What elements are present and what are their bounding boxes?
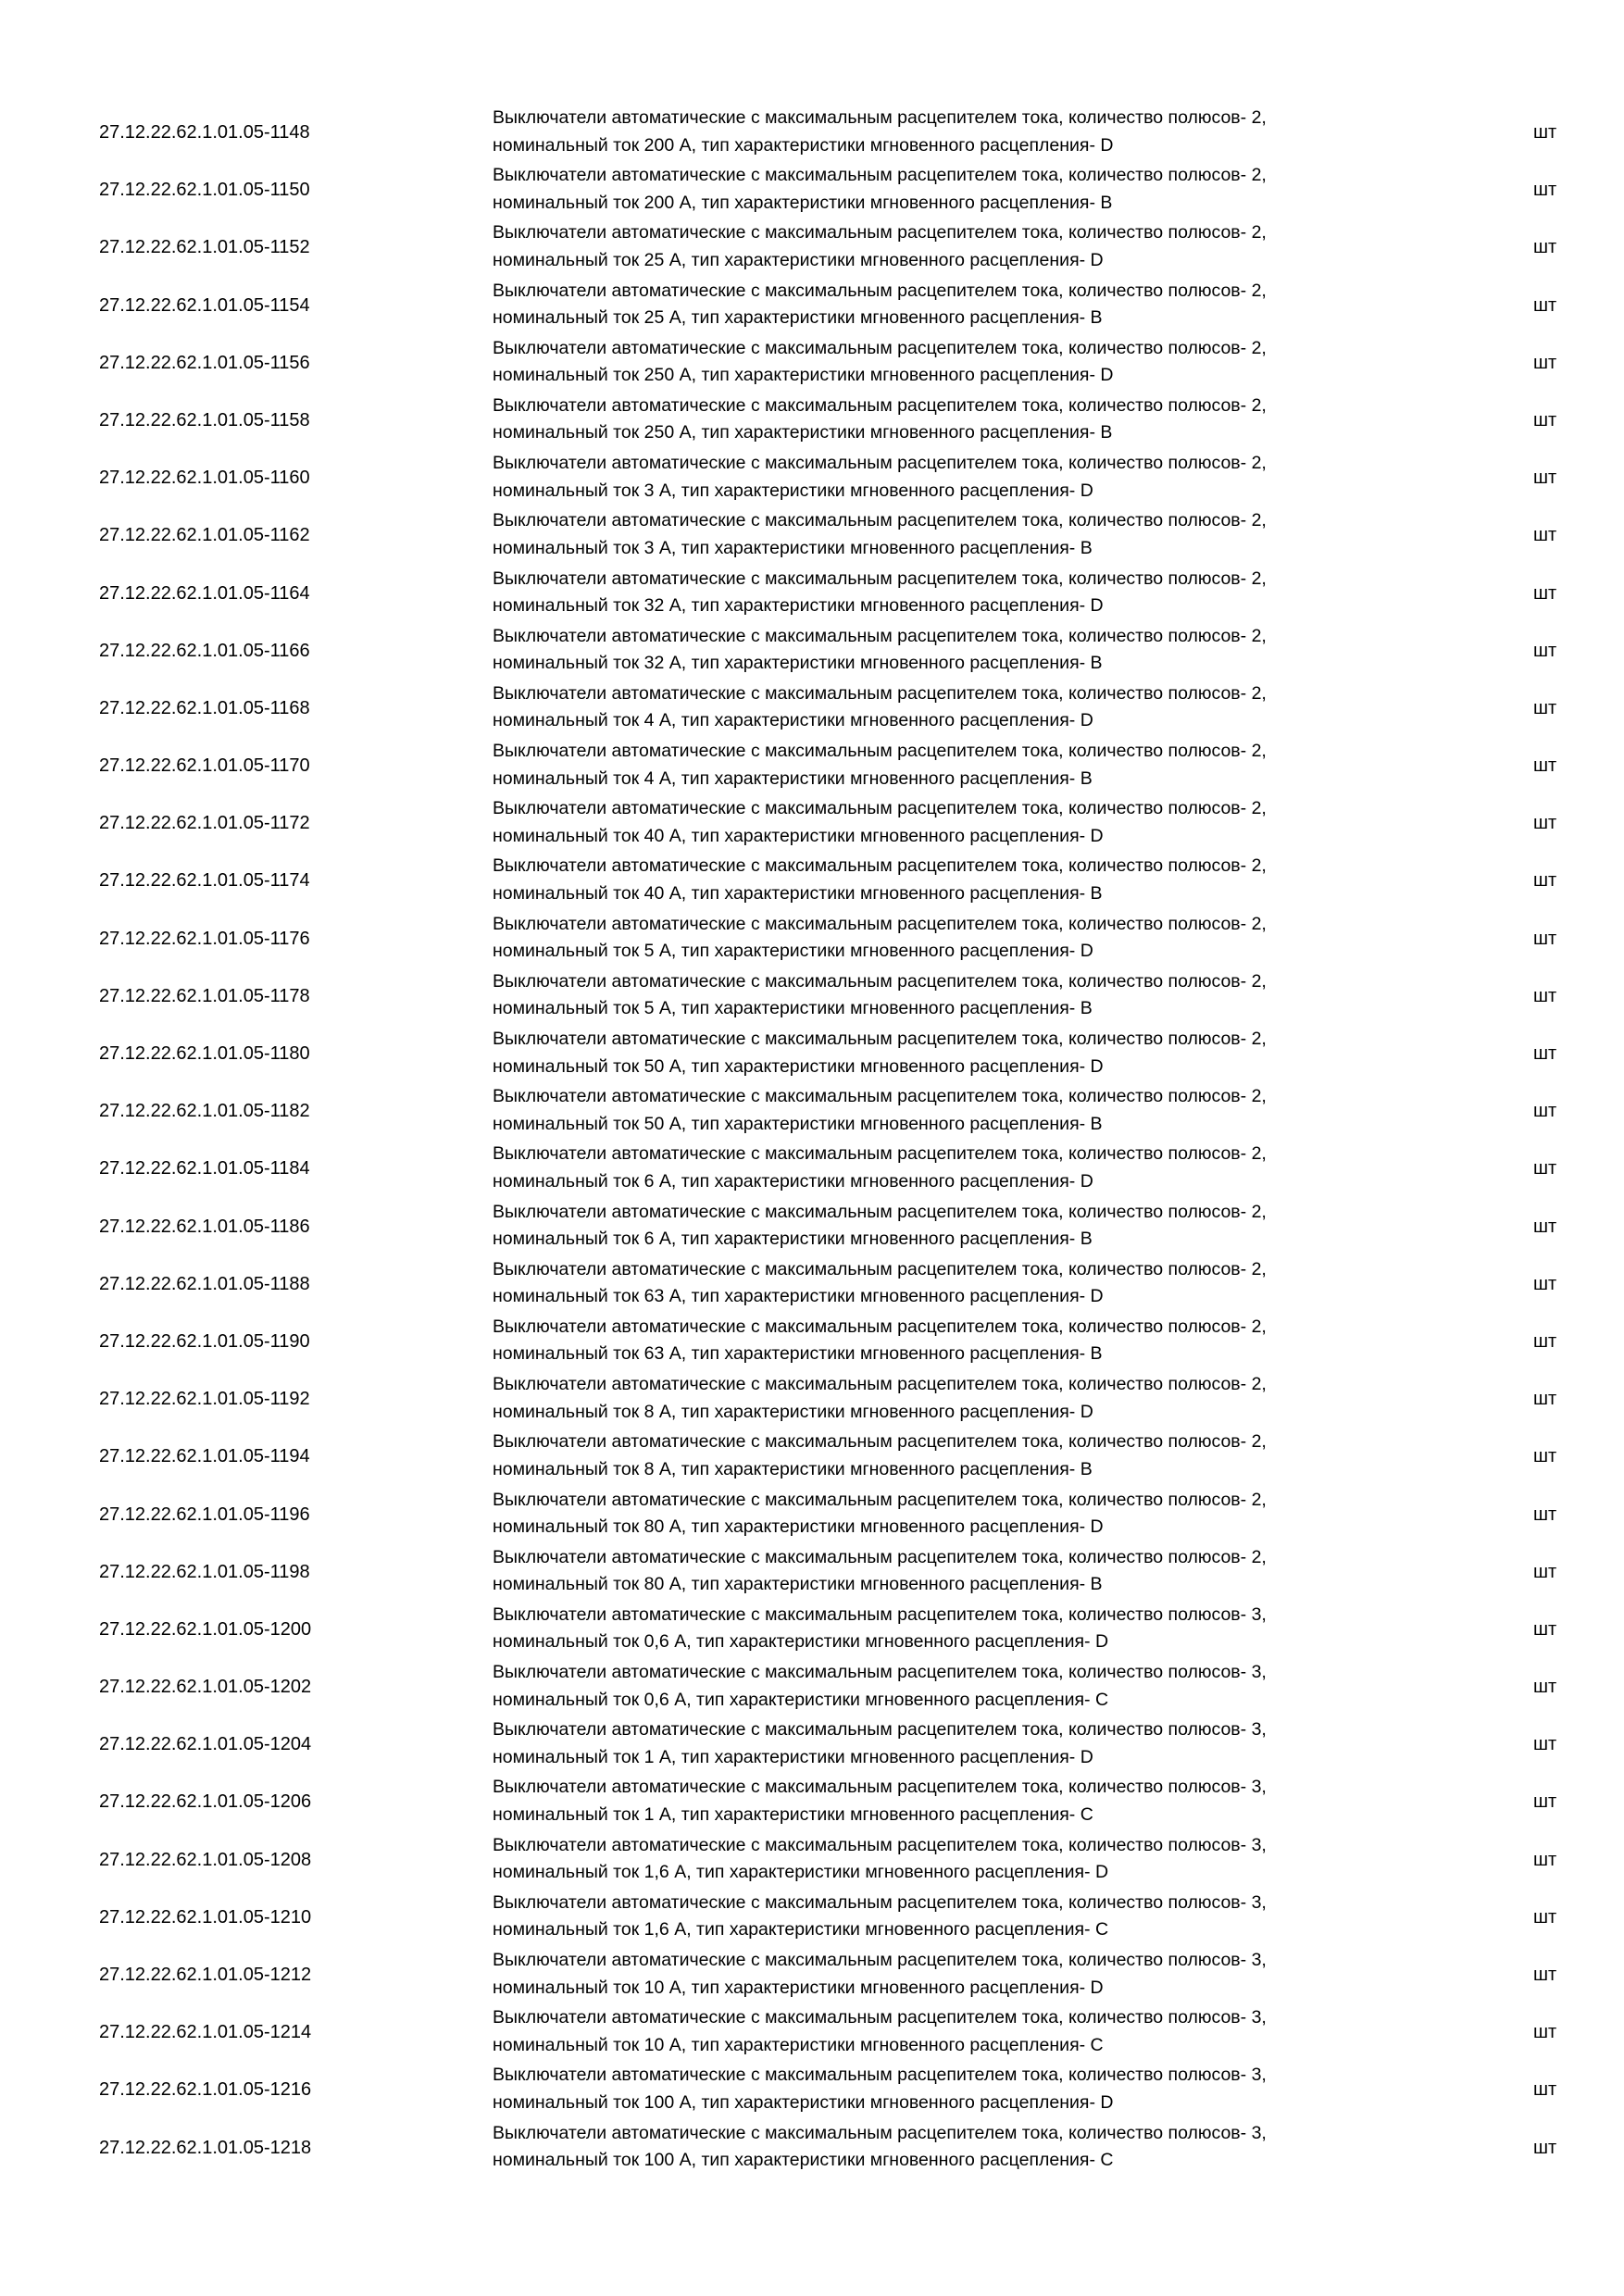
item-code: 27.12.22.62.1.01.05-1148 [99, 122, 310, 143]
table-row [0, 1831, 1624, 1889]
table-row [0, 1773, 1624, 1830]
description-line-2: номинальный ток 100 А, тип характеристики мгновенного расцепления- C [493, 2150, 1114, 2171]
unit-of-measure: шт [1533, 1849, 1557, 1870]
item-description [493, 1716, 1418, 1771]
description-line-1: Выключатели автоматические с максимальным расцепителем тока, количество полюсов- 2, [493, 337, 1267, 358]
item-description [493, 680, 1418, 735]
description-line-1: Выключатели автоматические с максимальным расцепителем тока, количество полюсов- 2, [493, 1374, 1267, 1395]
item-code: 27.12.22.62.1.01.05-1192 [99, 1389, 310, 1410]
unit-of-measure: шт [1533, 697, 1557, 718]
item-description [493, 1544, 1418, 1599]
item-description [493, 1832, 1418, 1887]
unit-of-measure: шт [1533, 985, 1557, 1006]
unit-of-measure: шт [1533, 1330, 1557, 1352]
item-code: 27.12.22.62.1.01.05-1194 [99, 1446, 310, 1467]
description-line-1: Выключатели автоматические с максимальным расцепителем тока, количество полюсов- 2, [493, 682, 1267, 704]
table-row [0, 1486, 1624, 1543]
item-description [493, 278, 1418, 332]
item-description [493, 853, 1418, 907]
unit-of-measure: шт [1533, 2137, 1557, 2158]
unit-of-measure: шт [1533, 1389, 1557, 1410]
item-description [493, 738, 1418, 792]
item-description [493, 1429, 1418, 1483]
description-line-1: Выключатели автоматические с максимальным расцепителем тока, количество полюсов- 2, [493, 568, 1267, 589]
item-description [493, 1141, 1418, 1195]
item-description [493, 566, 1418, 620]
item-description [493, 968, 1418, 1023]
description-line-1: Выключатели автоматические с максимальным расцепителем тока, количество полюсов- 2, [493, 913, 1267, 934]
item-code: 27.12.22.62.1.01.05-1190 [99, 1330, 310, 1352]
description-line-2: номинальный ток 8 А, тип характеристики мгновенного расцепления- B [493, 1458, 1093, 1479]
description-line-1: Выключатели автоматические с максимальным расцепителем тока, количество полюсов- 2, [493, 798, 1267, 819]
item-code: 27.12.22.62.1.01.05-1218 [99, 2137, 312, 2158]
description-line-1: Выключатели автоматические с максимальным расцепителем тока, количество полюсов- 2, [493, 1546, 1267, 1567]
description-line-2: номинальный ток 200 А, тип характеристики мгновенного расцепления- D [493, 134, 1114, 156]
description-line-2: номинальный ток 1 А, тип характеристики мгновенного расцепления- D [493, 1746, 1093, 1767]
item-code: 27.12.22.62.1.01.05-1180 [99, 1043, 310, 1064]
description-line-1: Выключатели автоматические с максимальным расцепителем тока, количество полюсов- 2, [493, 1489, 1267, 1510]
item-code: 27.12.22.62.1.01.05-1174 [99, 870, 310, 892]
description-line-1: Выключатели автоматические с максимальным расцепителем тока, количество полюсов- 2, [493, 1029, 1267, 1049]
item-description [493, 1774, 1418, 1828]
item-code: 27.12.22.62.1.01.05-1206 [99, 1791, 312, 1813]
table-row [0, 218, 1624, 276]
item-code: 27.12.22.62.1.01.05-1186 [99, 1216, 310, 1237]
description-line-2: номинальный ток 25 А, тип характеристики мгновенного расцепления- B [493, 307, 1103, 329]
item-code: 27.12.22.62.1.01.05-1166 [99, 640, 310, 661]
item-code: 27.12.22.62.1.01.05-1156 [99, 352, 310, 373]
unit-of-measure: шт [1533, 640, 1557, 661]
item-code: 27.12.22.62.1.01.05-1208 [99, 1849, 312, 1870]
item-description [493, 1890, 1418, 1944]
item-description [493, 219, 1418, 274]
table-row [0, 794, 1624, 852]
unit-of-measure: шт [1533, 813, 1557, 834]
unit-of-measure: шт [1533, 468, 1557, 489]
item-description [493, 1314, 1418, 1368]
description-line-2: номинальный ток 8 А, тип характеристики мгновенного расцепления- D [493, 1401, 1093, 1422]
item-description [493, 335, 1418, 390]
table-row [0, 392, 1624, 449]
table-row [0, 737, 1624, 794]
table-row [0, 1370, 1624, 1428]
table-row [0, 1543, 1624, 1601]
description-line-2: номинальный ток 1,6 А, тип характеристики мгновенного расцепления- C [493, 1919, 1109, 1940]
price-list-table [0, 104, 1624, 2177]
description-line-2: номинальный ток 80 А, тип характеристики мгновенного расцепления- D [493, 1516, 1104, 1537]
unit-of-measure: шт [1533, 870, 1557, 892]
description-line-1: Выключатели автоматические с максимальным расцепителем тока, количество полюсов- 2, [493, 1143, 1267, 1165]
description-line-1: Выключатели автоматические с максимальным расцепителем тока, количество полюсов- 2, [493, 1316, 1267, 1337]
description-line-2: номинальный ток 10 А, тип характеристики мгновенного расцепления- D [493, 1977, 1104, 1998]
table-row [0, 1428, 1624, 1485]
item-description [493, 1026, 1418, 1080]
description-line-2: номинальный ток 5 А, тип характеристики мгновенного расцепления- D [493, 941, 1093, 962]
item-code: 27.12.22.62.1.01.05-1158 [99, 409, 310, 430]
description-line-2: номинальный ток 250 А, тип характеристики мгновенного расцепления- D [493, 365, 1114, 386]
unit-of-measure: шт [1533, 1273, 1557, 1294]
item-code: 27.12.22.62.1.01.05-1202 [99, 1677, 312, 1698]
description-line-1: Выключатели автоматические с максимальным расцепителем тока, количество полюсов- 2, [493, 453, 1267, 474]
item-description [493, 162, 1418, 217]
table-row [0, 1255, 1624, 1313]
description-line-2: номинальный ток 6 А, тип характеристики мгновенного расцепления- B [493, 1229, 1093, 1250]
description-line-1: Выключатели автоматические с максимальным расцепителем тока, количество полюсов- 2, [493, 107, 1267, 128]
unit-of-measure: шт [1533, 755, 1557, 777]
unit-of-measure: шт [1533, 409, 1557, 430]
item-description [493, 105, 1418, 159]
description-line-1: Выключатели автоматические с максимальным расцепителем тока, количество полюсов- 2, [493, 855, 1267, 877]
description-line-2: номинальный ток 40 А, тип характеристики мгновенного расцепления- D [493, 825, 1104, 846]
description-line-1: Выключатели автоматические с максимальным расцепителем тока, количество полюсов- 3, [493, 2007, 1267, 2028]
item-code: 27.12.22.62.1.01.05-1150 [99, 180, 310, 201]
description-line-2: номинальный ток 0,6 А, тип характеристики мгновенного расцепления- C [493, 1689, 1109, 1710]
item-code: 27.12.22.62.1.01.05-1210 [99, 1906, 312, 1928]
table-row [0, 1946, 1624, 2003]
item-description [493, 1371, 1418, 1426]
unit-of-measure: шт [1533, 1446, 1557, 1467]
item-code: 27.12.22.62.1.01.05-1182 [99, 1101, 310, 1122]
description-line-1: Выключатели автоматические с максимальным расцепителем тока, количество полюсов- 3, [493, 2065, 1267, 2086]
item-description [493, 1602, 1418, 1656]
unit-of-measure: шт [1533, 1965, 1557, 1985]
table-row [0, 2003, 1624, 2061]
table-row [0, 852, 1624, 909]
item-description [493, 2062, 1418, 2116]
item-code: 27.12.22.62.1.01.05-1160 [99, 468, 310, 489]
item-code: 27.12.22.62.1.01.05-1164 [99, 582, 310, 604]
description-line-2: номинальный ток 80 А, тип характеристики мгновенного расцепления- B [493, 1574, 1103, 1595]
item-description [493, 393, 1418, 447]
description-line-1: Выключатели автоматические с максимальным расцепителем тока, количество полюсов- 3, [493, 1603, 1267, 1625]
description-line-2: номинальный ток 25 А, тип характеристики мгновенного расцепления- D [493, 249, 1104, 270]
description-line-2: номинальный ток 10 А, тип характеристики мгновенного расцепления- C [493, 2034, 1104, 2055]
unit-of-measure: шт [1533, 1561, 1557, 1582]
description-line-1: Выключатели автоматические с максимальным расцепителем тока, количество полюсов- 3, [493, 1719, 1267, 1741]
unit-of-measure: шт [1533, 1791, 1557, 1813]
description-line-1: Выключатели автоматические с максимальным расцепителем тока, количество полюсов- 3, [493, 1950, 1267, 1970]
description-line-2: номинальный ток 6 А, тип характеристики мгновенного расцепления- D [493, 1170, 1093, 1192]
item-code: 27.12.22.62.1.01.05-1204 [99, 1734, 312, 1755]
description-line-1: Выключатели автоматические с максимальным расцепителем тока, количество полюсов- 2, [493, 510, 1267, 531]
item-code: 27.12.22.62.1.01.05-1178 [99, 985, 310, 1006]
description-line-1: Выключатели автоматические с максимальным расцепителем тока, количество полюсов- 2, [493, 222, 1267, 243]
description-line-2: номинальный ток 200 А, тип характеристики мгновенного расцепления- B [493, 192, 1113, 213]
unit-of-measure: шт [1533, 1101, 1557, 1122]
item-description [493, 1083, 1418, 1138]
item-code: 27.12.22.62.1.01.05-1170 [99, 755, 310, 777]
table-row [0, 680, 1624, 737]
description-line-2: номинальный ток 1,6 А, тип характеристики мгновенного расцепления- D [493, 1862, 1109, 1883]
table-row [0, 1313, 1624, 1370]
description-line-1: Выключатели автоматические с максимальным расцепителем тока, количество полюсов- 2, [493, 394, 1267, 416]
unit-of-measure: шт [1533, 1504, 1557, 1525]
item-code: 27.12.22.62.1.01.05-1216 [99, 2079, 312, 2101]
description-line-1: Выключатели автоматические с максимальным расцепителем тока, количество полюсов- 2, [493, 1201, 1267, 1222]
unit-of-measure: шт [1533, 122, 1557, 143]
description-line-2: номинальный ток 50 А, тип характеристики мгновенного расцепления- B [493, 1113, 1103, 1134]
item-code: 27.12.22.62.1.01.05-1200 [99, 1618, 312, 1640]
description-line-2: номинальный ток 3 А, тип характеристики мгновенного расцепления- D [493, 480, 1093, 501]
description-line-1: Выключатели автоматические с максимальным расцепителем тока, количество полюсов- 3, [493, 1777, 1267, 1798]
table-row [0, 277, 1624, 334]
table-row [0, 449, 1624, 506]
description-line-1: Выключатели автоматические с максимальным расцепителем тока, количество полюсов- 2, [493, 1431, 1267, 1453]
item-code: 27.12.22.62.1.01.05-1168 [99, 697, 310, 718]
item-description [493, 1256, 1418, 1311]
description-line-1: Выключатели автоматические с максимальным расцепителем тока, количество полюсов- 2, [493, 280, 1267, 301]
table-row [0, 622, 1624, 680]
item-code: 27.12.22.62.1.01.05-1188 [99, 1273, 310, 1294]
item-description [493, 623, 1418, 678]
item-description [493, 1659, 1418, 1714]
item-description [493, 507, 1418, 562]
unit-of-measure: шт [1533, 2022, 1557, 2043]
item-description [493, 795, 1418, 850]
description-line-1: Выключатели автоматические с максимальным расцепителем тока, количество полюсов- 2, [493, 1258, 1267, 1279]
table-row [0, 2119, 1624, 2177]
table-row [0, 1658, 1624, 1716]
item-code: 27.12.22.62.1.01.05-1214 [99, 2022, 312, 2043]
unit-of-measure: шт [1533, 1618, 1557, 1640]
table-row [0, 565, 1624, 622]
description-line-1: Выключатели автоматические с максимальным расцепителем тока, количество полюсов- 3, [493, 1662, 1267, 1683]
item-description [493, 2004, 1418, 2059]
item-code: 27.12.22.62.1.01.05-1176 [99, 928, 310, 949]
description-line-1: Выключатели автоматические с максимальным расцепителем тока, количество полюсов- 3, [493, 1834, 1267, 1855]
table-row [0, 334, 1624, 392]
unit-of-measure: шт [1533, 928, 1557, 949]
unit-of-measure: шт [1533, 237, 1557, 258]
item-code: 27.12.22.62.1.01.05-1162 [99, 525, 310, 546]
item-code: 27.12.22.62.1.01.05-1212 [99, 1965, 312, 1985]
description-line-1: Выключатели автоматические с максимальным расцепителем тока, количество полюсов- 2, [493, 741, 1267, 762]
unit-of-measure: шт [1533, 1677, 1557, 1698]
unit-of-measure: шт [1533, 1216, 1557, 1237]
description-line-1: Выключатели автоматические с максимальным расцепителем тока, количество полюсов- 3, [493, 2122, 1267, 2143]
item-code: 27.12.22.62.1.01.05-1198 [99, 1561, 310, 1582]
unit-of-measure: шт [1533, 525, 1557, 546]
description-line-2: номинальный ток 40 А, тип характеристики мгновенного расцепления- B [493, 882, 1103, 904]
description-line-2: номинальный ток 100 А, тип характеристики мгновенного расцепления- D [493, 2091, 1114, 2113]
table-row [0, 1082, 1624, 1140]
description-line-1: Выключатели автоматические с максимальным расцепителем тока, количество полюсов- 2, [493, 165, 1267, 186]
description-line-2: номинальный ток 50 А, тип характеристики мгновенного расцепления- D [493, 1055, 1104, 1077]
unit-of-measure: шт [1533, 294, 1557, 316]
table-row [0, 1140, 1624, 1197]
description-line-1: Выключатели автоматические с максимальным расцепителем тока, количество полюсов- 2, [493, 625, 1267, 646]
description-line-2: номинальный ток 250 А, тип характеристики мгновенного расцепления- B [493, 422, 1113, 443]
description-line-2: номинальный ток 1 А, тип характеристики мгновенного расцепления- C [493, 1803, 1093, 1825]
table-row [0, 161, 1624, 218]
unit-of-measure: шт [1533, 2079, 1557, 2101]
table-row [0, 1889, 1624, 1946]
item-description [493, 911, 1418, 966]
table-row [0, 910, 1624, 967]
description-line-2: номинальный ток 4 А, тип характеристики мгновенного расцепления- B [493, 767, 1093, 789]
table-row [0, 967, 1624, 1025]
description-line-2: номинальный ток 5 А, тип характеристики мгновенного расцепления- B [493, 998, 1093, 1019]
unit-of-measure: шт [1533, 1043, 1557, 1064]
description-line-1: Выключатели автоматические с максимальным расцепителем тока, количество полюсов- 2, [493, 970, 1267, 992]
item-description [493, 450, 1418, 505]
table-row [0, 104, 1624, 161]
item-code: 27.12.22.62.1.01.05-1172 [99, 813, 310, 834]
table-row [0, 1198, 1624, 1255]
item-code: 27.12.22.62.1.01.05-1154 [99, 294, 310, 316]
description-line-2: номинальный ток 32 А, тип характеристики мгновенного расцепления- D [493, 595, 1104, 616]
table-body [0, 104, 1624, 2177]
unit-of-measure: шт [1533, 180, 1557, 201]
description-line-1: Выключатели автоматические с максимальным расцепителем тока, количество полюсов- 3, [493, 1891, 1267, 1913]
table-row [0, 1025, 1624, 1082]
unit-of-measure: шт [1533, 582, 1557, 604]
item-code: 27.12.22.62.1.01.05-1196 [99, 1504, 310, 1525]
unit-of-measure: шт [1533, 352, 1557, 373]
description-line-2: номинальный ток 63 А, тип характеристики мгновенного расцепления- B [493, 1343, 1103, 1365]
description-line-2: номинальный ток 32 А, тип характеристики мгновенного расцепления- B [493, 653, 1103, 674]
unit-of-measure: шт [1533, 1906, 1557, 1928]
item-description [493, 1487, 1418, 1541]
description-line-2: номинальный ток 4 А, тип характеристики мгновенного расцепления- D [493, 710, 1093, 731]
item-description [493, 2120, 1418, 2175]
description-line-2: номинальный ток 0,6 А, тип характеристики мгновенного расцепления- D [493, 1631, 1109, 1653]
description-line-2: номинальный ток 63 А, тип характеристики мгновенного расцепления- D [493, 1286, 1104, 1307]
table-row [0, 506, 1624, 564]
unit-of-measure: шт [1533, 1734, 1557, 1755]
item-description [493, 1199, 1418, 1254]
table-row [0, 1601, 1624, 1658]
item-code: 27.12.22.62.1.01.05-1152 [99, 237, 310, 258]
description-line-2: номинальный ток 3 А, тип характеристики мгновенного расцепления- B [493, 537, 1093, 558]
table-row [0, 1716, 1624, 1773]
item-description [493, 1947, 1418, 2002]
item-code: 27.12.22.62.1.01.05-1184 [99, 1158, 310, 1179]
table-row [0, 2061, 1624, 2118]
unit-of-measure: шт [1533, 1158, 1557, 1179]
description-line-1: Выключатели автоматические с максимальным расцепителем тока, количество полюсов- 2, [493, 1086, 1267, 1107]
